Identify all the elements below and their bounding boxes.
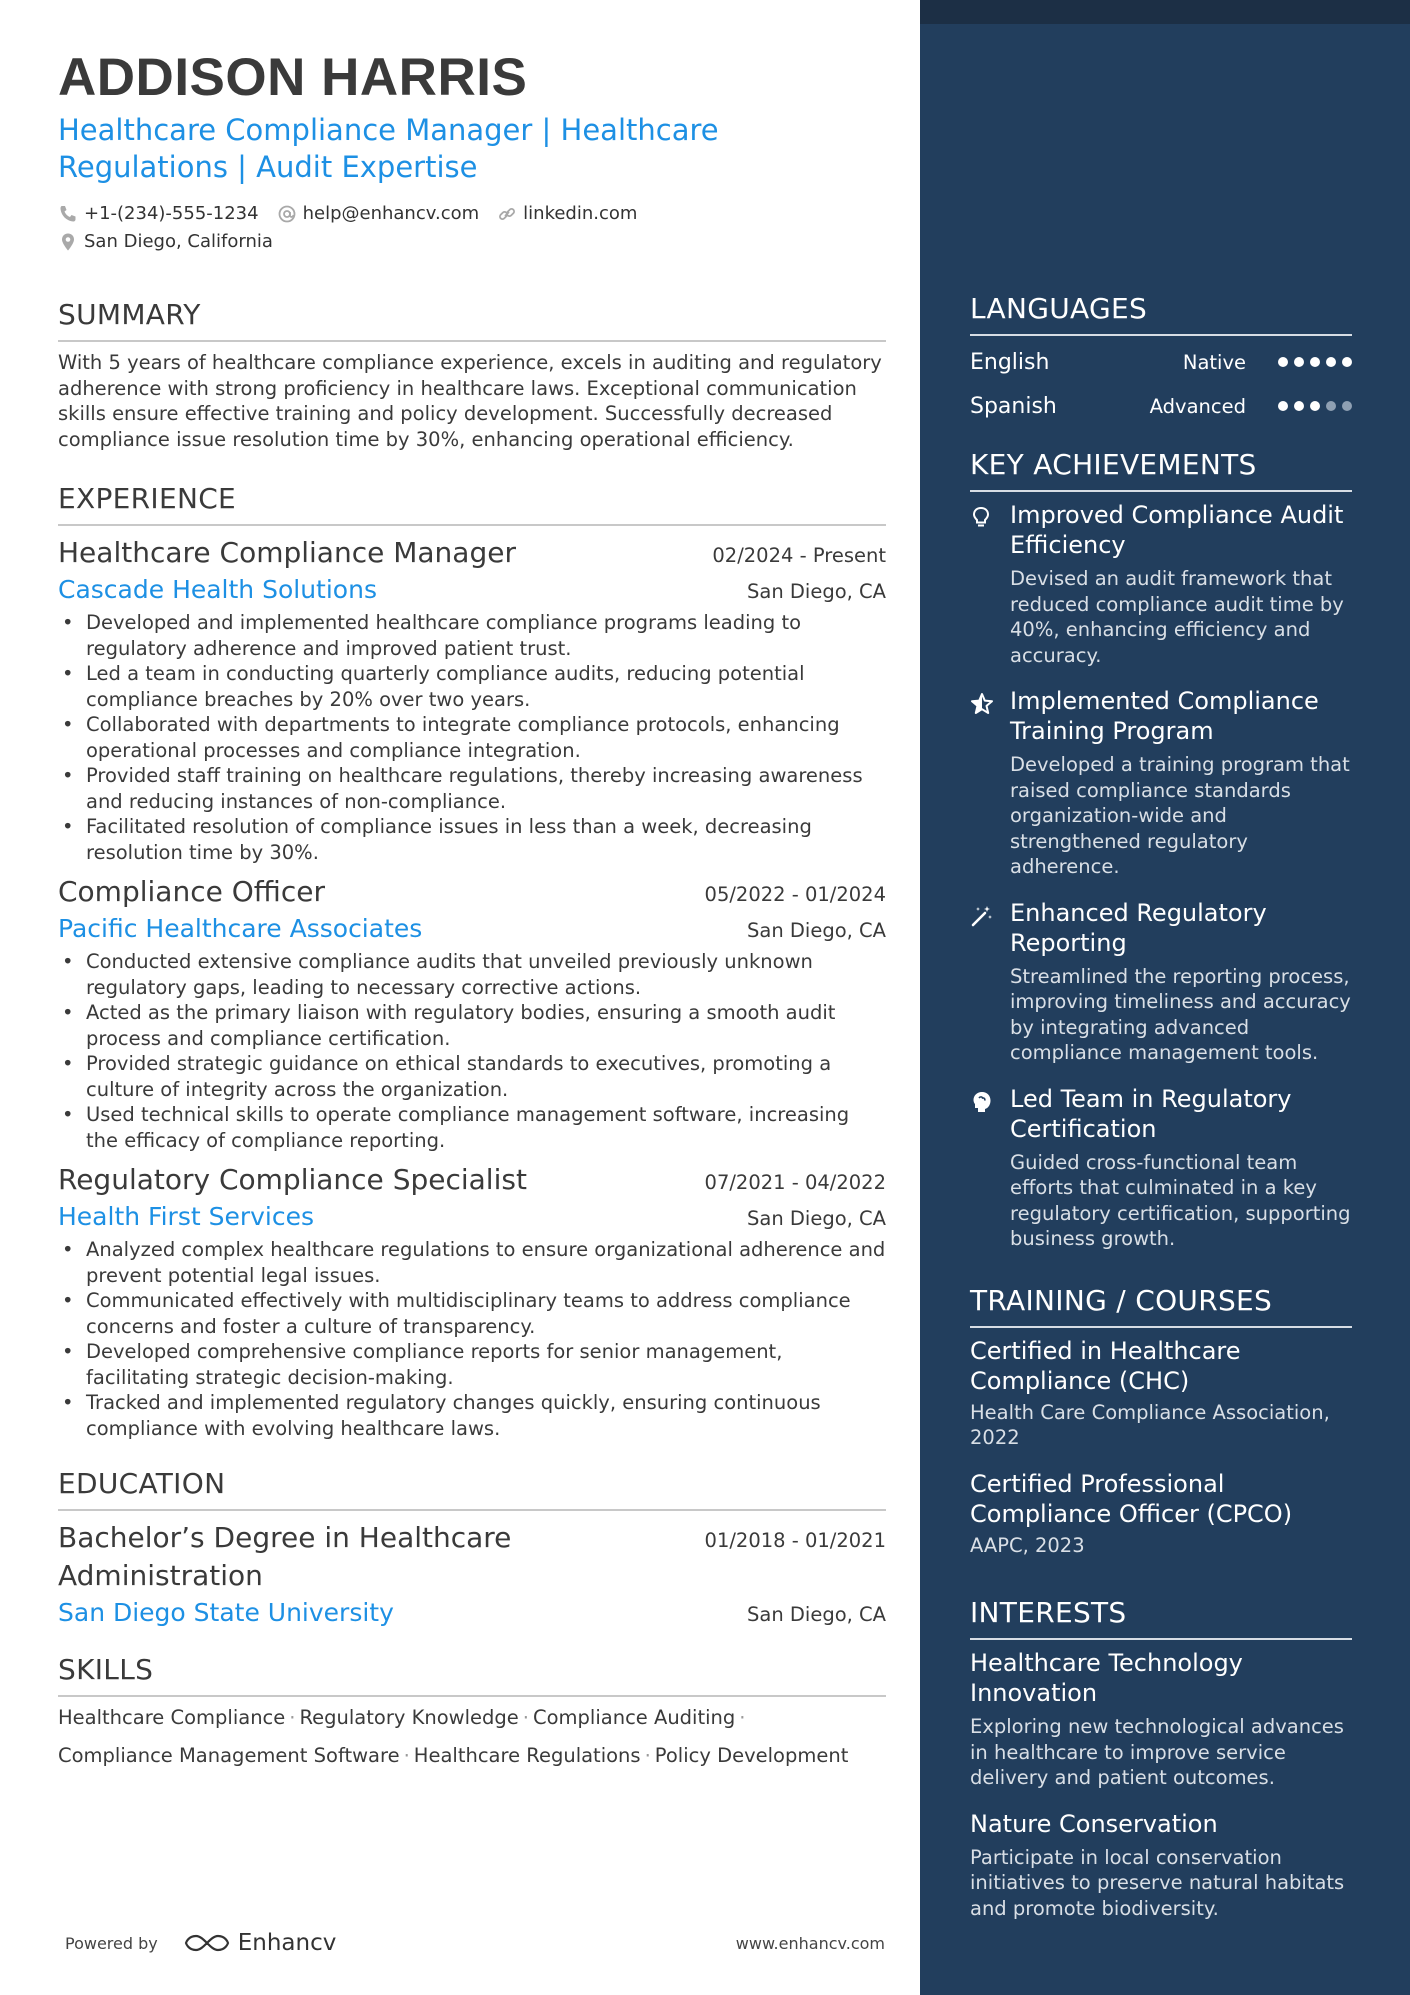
- skill-item: Healthcare Compliance: [58, 1706, 286, 1729]
- proficiency-dot: [1278, 357, 1288, 367]
- language-level: Advanced: [1149, 394, 1246, 418]
- interest-item: [970, 1648, 1410, 1791]
- magic-wand-icon: [970, 904, 994, 928]
- achievement-item: [970, 898, 1352, 1066]
- skill-item: Policy Development: [654, 1744, 849, 1767]
- job-bullet: • Provided strategic guidance on ethical standards to executives, promoting a culture of integrity across the organization.: [58, 1051, 886, 1102]
- lightbulb-icon: [970, 506, 992, 530]
- proficiency-dots: [1278, 357, 1352, 367]
- powered-by-label: Powered by: [65, 1933, 158, 1953]
- location-pin-icon: [58, 232, 78, 252]
- language-row: [970, 384, 1352, 428]
- school-location: San Diego, CA: [747, 1603, 886, 1626]
- summary-text: With 5 years of healthcare compliance experience, excels in auditing and regulatory adherence with strong proficiency in healthcare laws. Exceptional communication skills ensure effective training and policy development. Successfully decreased compliance issue resolution time by 30%, enhancing operational efficiency.: [58, 351, 882, 451]
- job-bullet: • Developed comprehensive compliance reports for senior management, facilitating strategic decision-making.: [58, 1339, 886, 1390]
- interest-description: Exploring new technological advances in healthcare to improve service delivery and patient outcomes.: [970, 1715, 1344, 1789]
- job-location: San Diego, CA: [747, 919, 886, 942]
- job-entry: [58, 873, 886, 1153]
- course-title: Certified Professional Compliance Officer (CPCO): [970, 1469, 1293, 1528]
- language-name: English: [970, 349, 1050, 375]
- interests-heading: INTERESTS: [970, 1596, 1352, 1640]
- enhancv-logo-icon: [184, 1932, 230, 1954]
- star-icon: [970, 692, 994, 716]
- interest-title: Healthcare Technology Innovation: [970, 1649, 1243, 1707]
- candidate-title: Healthcare Compliance Manager | Healthcare Regulations | Audit Expertise: [58, 113, 719, 184]
- summary-heading: SUMMARY: [58, 298, 886, 342]
- proficiency-dot: [1294, 401, 1304, 411]
- skill-item: Regulatory Knowledge: [299, 1706, 519, 1729]
- languages-heading: LANGUAGES: [970, 292, 1352, 336]
- email-contact[interactable]: [277, 200, 480, 228]
- language-row: [970, 340, 1352, 384]
- course-title: Certified in Healthcare Compliance (CHC): [970, 1336, 1241, 1395]
- school-name[interactable]: San Diego State University: [58, 1598, 394, 1627]
- proficiency-dot: [1278, 401, 1288, 411]
- sidebar: [920, 0, 1410, 1995]
- interest-description: Participate in local conservation initiatives to preserve natural habitats and promote biodiversity.: [970, 1845, 1345, 1920]
- training-section: [970, 1284, 1410, 1559]
- proficiency-dot: [1294, 357, 1304, 367]
- proficiency-dots: [1278, 401, 1352, 411]
- experience-heading: EXPERIENCE: [58, 482, 886, 526]
- job-bullets: [58, 949, 886, 1153]
- degree: Bachelor’s Degree in Healthcare Administration: [58, 1521, 512, 1592]
- skill-item: Compliance Management Software: [58, 1744, 400, 1767]
- achievement-item: [970, 686, 1352, 880]
- job-role: Regulatory Compliance Specialist: [58, 1163, 527, 1196]
- linkedin-url: linkedin.com: [523, 203, 638, 224]
- skill-item: Healthcare Regulations: [413, 1744, 641, 1767]
- job-company[interactable]: Pacific Healthcare Associates: [58, 914, 423, 943]
- education-dates: 01/2018 - 01/2021: [704, 1529, 886, 1552]
- proficiency-dot: [1310, 401, 1320, 411]
- email-address: help@enhancv.com: [302, 203, 480, 224]
- phone-icon: [58, 204, 78, 224]
- footer-url[interactable]: www.enhancv.com: [735, 1933, 885, 1953]
- experience-section: [58, 482, 886, 1441]
- job-role: Healthcare Compliance Manager: [58, 536, 516, 569]
- phone-contact[interactable]: [58, 200, 259, 228]
- achievement-title: Implemented Compliance Training Program: [1010, 687, 1319, 745]
- job-bullet: • Tracked and implemented regulatory changes quickly, ensuring continuous compliance with evolving healthcare laws.: [58, 1390, 886, 1441]
- proficiency-dot: [1326, 401, 1336, 411]
- skills-heading: SKILLS: [58, 1653, 886, 1697]
- achievement-description: Guided cross-functional team efforts that culminated in a key regulatory certification, supporting business growth.: [1010, 1150, 1351, 1250]
- link-icon: [497, 204, 517, 224]
- job-bullet: • Acted as the primary liaison with regulatory bodies, ensuring a smooth audit process and compliance certification.: [58, 1000, 886, 1051]
- job-bullet: • Used technical skills to operate compliance management software, increasing the efficacy of compliance reporting.: [58, 1102, 886, 1153]
- training-heading: TRAINING / COURSES: [970, 1284, 1352, 1328]
- course-item: [970, 1336, 1410, 1451]
- course-provider: AAPC, 2023: [970, 1533, 1085, 1557]
- proficiency-dot: [1342, 401, 1352, 411]
- job-dates: 05/2022 - 01/2024: [704, 883, 886, 906]
- brain-icon: [970, 1090, 994, 1114]
- course-item: [970, 1469, 1410, 1559]
- skills-line: Healthcare Compliance · Regulatory Knowledge · Compliance Auditing ·: [58, 1706, 746, 1729]
- achievement-description: Devised an audit framework that reduced compliance audit time by 40%, enhancing efficiency and accuracy.: [1010, 567, 1344, 667]
- job-company[interactable]: Cascade Health Solutions: [58, 575, 377, 604]
- phone-number: +1-(234)-555-1234: [84, 203, 259, 224]
- skill-item: Compliance Auditing: [533, 1706, 736, 1729]
- location-text: San Diego, California: [84, 231, 273, 252]
- job-location: San Diego, CA: [747, 1207, 886, 1230]
- achievement-title: Led Team in Regulatory Certification: [1010, 1084, 1292, 1143]
- summary-section: [58, 298, 886, 452]
- job-bullet: • Led a team in conducting quarterly compliance audits, reducing potential compliance breaches by 20% over two years.: [58, 661, 886, 712]
- footer: [65, 1930, 885, 1956]
- achievement-title: Enhanced Regulatory Reporting: [1010, 898, 1267, 957]
- languages-section: [970, 0, 1410, 428]
- achievements-heading: KEY ACHIEVEMENTS: [970, 448, 1352, 492]
- achievement-description: Developed a training program that raised compliance standards organization-wide and strengthened regulatory adherence.: [1010, 753, 1350, 878]
- proficiency-dot: [1326, 357, 1336, 367]
- achievement-description: Streamlined the reporting process, improving timeliness and accuracy by integrating advanced compliance management tools.: [1010, 964, 1351, 1064]
- language-name: Spanish: [970, 393, 1057, 419]
- job-location: San Diego, CA: [747, 580, 886, 603]
- job-bullets: [58, 610, 886, 865]
- achievements-section: [970, 448, 1410, 1252]
- job-bullet: • Conducted extensive compliance audits that unveiled previously unknown regulatory gaps, leading to necessary corrective actions.: [58, 949, 886, 1000]
- job-bullet: • Communicated effectively with multidisciplinary teams to address compliance concerns and foster a culture of transparency.: [58, 1288, 886, 1339]
- skills-line: Compliance Management Software · Healthcare Regulations · Policy Development: [58, 1744, 849, 1767]
- job-role: Compliance Officer: [58, 875, 325, 908]
- contact-info: [58, 200, 886, 256]
- interest-title: Nature Conservation: [970, 1809, 1218, 1838]
- job-bullets: [58, 1237, 886, 1441]
- achievement-item: [970, 500, 1352, 668]
- language-level: Native: [1182, 350, 1246, 374]
- brand-name: Enhancv: [237, 1930, 337, 1956]
- achievement-item: [970, 1084, 1352, 1252]
- education-section: [58, 1467, 886, 1631]
- job-entry: [58, 534, 886, 865]
- interests-section: [970, 1596, 1410, 1921]
- job-company[interactable]: Health First Services: [58, 1202, 315, 1231]
- proficiency-dot: [1342, 357, 1352, 367]
- enhancv-logo[interactable]: [184, 1930, 337, 1956]
- job-dates: 07/2021 - 04/2022: [704, 1171, 886, 1194]
- interest-item: [970, 1809, 1410, 1922]
- job-bullet: • Collaborated with departments to integrate compliance protocols, enhancing operational processes and compliance integration.: [58, 712, 886, 763]
- job-bullet: • Provided staff training on healthcare regulations, thereby increasing awareness and reducing instances of non-compliance.: [58, 763, 886, 814]
- job-dates: 02/2024 - Present: [712, 544, 886, 567]
- job-bullet: • Analyzed complex healthcare regulations to ensure organizational adherence and prevent potential legal issues.: [58, 1237, 886, 1288]
- achievement-title: Improved Compliance Audit Efficiency: [1010, 501, 1344, 559]
- at-sign-icon: [277, 204, 297, 224]
- location-contact: [58, 228, 273, 256]
- linkedin-contact[interactable]: [497, 200, 637, 228]
- candidate-name: ADDISON HARRIS: [58, 48, 528, 107]
- job-entry: [58, 1161, 886, 1441]
- course-provider: Health Care Compliance Association, 2022: [970, 1400, 1330, 1449]
- skills-section: [58, 1653, 886, 1777]
- sidebar-top-bar: [920, 0, 1410, 24]
- job-bullet: • Developed and implemented healthcare compliance programs leading to regulatory adherence and improved patient trust.: [58, 610, 886, 661]
- job-bullet: • Facilitated resolution of compliance issues in less than a week, decreasing resolution time by 30%.: [58, 814, 886, 865]
- education-heading: EDUCATION: [58, 1467, 886, 1511]
- proficiency-dot: [1310, 357, 1320, 367]
